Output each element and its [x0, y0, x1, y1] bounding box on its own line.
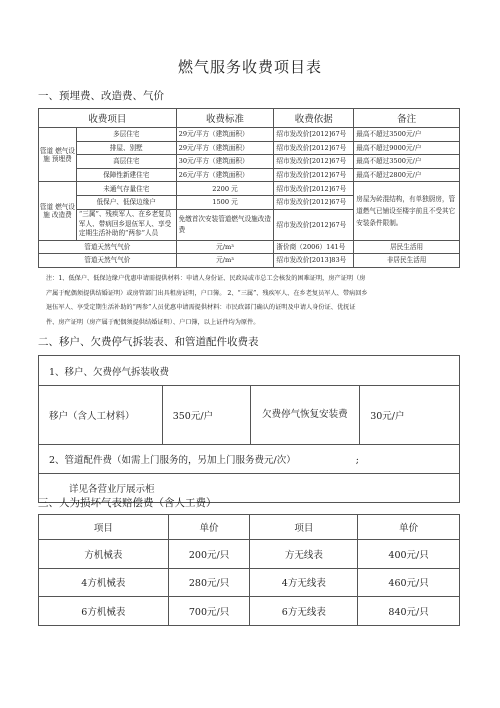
table-cell: “三属”、残疾军人、在乡老复员军人、带病回乡退伍军人、享受定期生活补助的“两参”人员 [76, 209, 176, 240]
table-cell: 绍市发改价[2012]67号 [274, 168, 354, 182]
table-cell: 管道天然气气价 [39, 240, 177, 254]
table-cell: 绍市发改价[2012]67号 [274, 195, 354, 209]
header-price: 单价 [358, 515, 460, 540]
fee-table-2 [38, 355, 460, 503]
group2-note: 房屋为砖混结构，有单独厨房，管道燃气已铺设至楼宇前且不受其它安装条件限制。 [354, 182, 460, 240]
parts-fee-text: 2、管道配件费（如需上门服务的，另加上门服务费元/次） [49, 455, 296, 466]
table-row [39, 597, 460, 626]
footnote-line: 退伍军人、享受定期生活补助的“两参”人员优惠申请需提供材料：市民政部门确认的证明及申请人身份证、优抚证 [46, 304, 356, 311]
table-row-title: 1、移户、欠费停气拆装收费 [39, 356, 460, 386]
header-item: 项目 [250, 515, 358, 540]
table-cell: 200元/只 [168, 540, 250, 569]
table-cell: 多层住宅 [76, 128, 176, 142]
header-basis: 收费依据 [274, 109, 354, 128]
table-cell: 350元/户 [162, 386, 250, 445]
header-price: 单价 [168, 515, 250, 540]
footnote-line: 件、房产证明（房产属于配偶须提供结婚证明）、户口簿，以上证件均为原件。 [46, 318, 260, 326]
table-cell: 元/m³ [176, 254, 274, 268]
footnote-line: 产属于配偶须提供结婚证明）或房管部门出具租房证明，户口簿。 2、“三属”、残疾军人、在乡老复员军人、带病回乡 [46, 289, 368, 297]
table-row-title [39, 445, 460, 474]
table-cell: 6方机械表 [39, 597, 169, 626]
fee-table-1 [38, 108, 460, 268]
semicolon: ; [355, 455, 359, 466]
table-cell: 低保户、低保边缘户 [76, 195, 176, 209]
footnote [46, 272, 466, 330]
section2-heading: 二、移户、欠费停气拆装表、和管道配件收费表 [38, 336, 259, 348]
header-remark: 备注 [354, 109, 460, 128]
group1-label: 管道 燃气设施 预埋费 [39, 128, 77, 182]
table-cell: 元/m³ [176, 240, 274, 254]
table-cell: 绍市发改价[2012]67号 [274, 141, 354, 155]
table-cell: 移户（含人工材料） [39, 386, 163, 445]
table-cell: 29元/平方（建筑面积） [176, 141, 274, 155]
table-cell: 欠费停气恢复安装费 [250, 386, 360, 445]
table-cell: 未通气存量住宅 [76, 182, 176, 196]
table-cell: 最高不超过9000元/户 [354, 141, 460, 155]
table-cell: 4方无线表 [250, 568, 358, 597]
group2-label: 管道 燃气设施 改造费 [39, 182, 77, 240]
table-cell: 1500 元 [176, 195, 274, 209]
table-cell: 840元/只 [358, 597, 460, 626]
table-cell: 700元/只 [168, 597, 250, 626]
fee-table-3 [38, 514, 460, 626]
table-cell: 方无线表 [250, 540, 358, 569]
table-cell: 30元/平方（建筑面积） [176, 155, 274, 169]
header-item: 收费项目 [39, 109, 177, 128]
header-item: 项目 [39, 515, 169, 540]
table-cell: 29元/平方（建筑面积） [176, 128, 274, 142]
table-cell: 400元/只 [358, 540, 460, 569]
table-cell: 绍市发改价[2012]67号 [274, 128, 354, 142]
table-cell: 方机械表 [39, 540, 169, 569]
table-cell: 280元/只 [168, 568, 250, 597]
section3-heading: 三、人为损坏气表赔偿费（含人工费） [38, 497, 217, 509]
page-title: 燃气服务收费项目表 [177, 58, 322, 76]
table-cell: 居民生活用 [354, 240, 460, 254]
table-cell: 4方机械表 [39, 568, 169, 597]
table-row [39, 568, 460, 597]
table-cell: 保障性新建住宅 [76, 168, 176, 182]
header-standard: 收费标准 [176, 109, 274, 128]
table-cell: 6方无线表 [250, 597, 358, 626]
table-cell: 30元/户 [360, 386, 460, 445]
table-cell: 排屋、别墅 [76, 141, 176, 155]
section1-heading: 一、预埋费、改造费、气价 [38, 90, 164, 102]
table-cell: 管道天然气气价 [39, 254, 177, 268]
table-cell: 绍市发改价[2013]83号 [274, 254, 354, 268]
table-cell: 最高不超过3500元/户 [354, 128, 460, 142]
table-cell: 26元/平方（建筑面积） [176, 168, 274, 182]
table-cell: 免缴首次安装管道燃气设施改造费 [176, 209, 274, 240]
table-cell: 最高不超过3500元/户 [354, 155, 460, 169]
table-cell: 绍市发改价[2012]67号 [274, 182, 354, 196]
table-cell: 高层住宅 [76, 155, 176, 169]
table-cell: 浙价商（2006）141号 [274, 240, 354, 254]
table-row [39, 540, 460, 569]
table-cell: 非居民生活用 [354, 254, 460, 268]
table-cell: 绍市发改价[2012]67号 [274, 209, 354, 240]
table-cell: 2200 元 [176, 182, 274, 196]
footnote-line: 注：1、低保户、低保边缘户优惠申请需提供材料：申请人身份证、民政局或市总工会核发的困难证明，房产证明（房 [46, 275, 366, 282]
table-cell: 460元/只 [358, 568, 460, 597]
table-cell: 详见各营业厅展示柜 [39, 474, 460, 503]
table-cell: 绍市发改价[2012]67号 [274, 155, 354, 169]
table-cell: 最高不超过2800元/户 [354, 168, 460, 182]
